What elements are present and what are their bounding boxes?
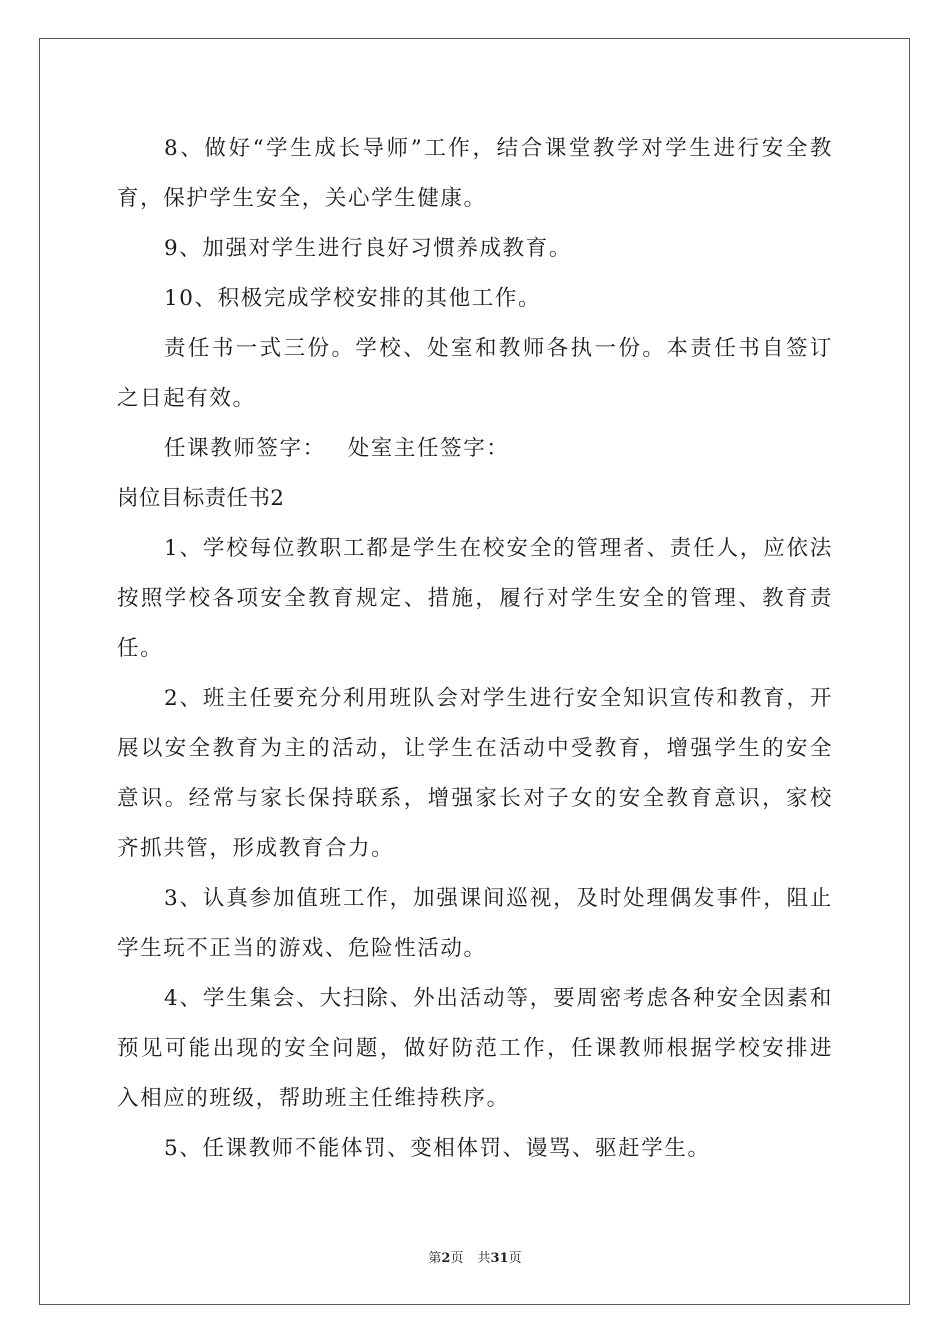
section-paragraph-4: 4、学生集会、大扫除、外出活动等，要周密考虑各种安全因素和预见可能出现的安全问题，做好防范工作，任课教师根据学校安排进入相应的班级，帮助班主任维持秩序。 [117,986,833,1111]
paragraph-item-8: 8、做好“学生成长导师”工作，结合课堂教学对学生进行安全教育，保护学生安全，关心学生健康。 [117,136,833,211]
page-footer [0,1247,950,1266]
total-suffix: 页 [508,1251,522,1266]
section-paragraph-1: 1、学校每位教职工都是学生在校安全的管理者、责任人，应依法按照学校各项安全教育规定、措施，履行对学生安全的管理、教育责任。 [117,536,833,661]
section-title: 岗位目标责任书2 [117,486,285,511]
document-body [117,124,833,1174]
director-signature-label: 处室主任签字： [347,436,510,461]
section-paragraph-3: 3、认真参加值班工作，加强课间巡视，及时处理偶发事件，阻止学生玩不正当的游戏、危险性活动。 [117,886,833,961]
paragraph-item-9: 9、加强对学生进行良好习惯养成教育。 [164,236,572,261]
section-paragraph-2: 2、班主任要充分利用班队会对学生进行安全知识宣传和教育，开展以安全教育为主的活动，让学生在活动中受教育，增强学生的安全意识。经常与家长保持联系，增强家长对子女的安全教育意识，家校齐抓共管，形成教育合力。 [117,686,833,861]
teacher-signature-label: 任课教师签字： [164,436,326,461]
total-prefix: 共 [477,1251,491,1266]
page-prefix: 第 [428,1251,442,1266]
signature-line [117,424,833,474]
total-pages: 31 [490,1251,509,1266]
section-paragraph-5: 5、任课教师不能体罚、变相体罚、谩骂、驱赶学生。 [164,1136,711,1161]
page-suffix: 页 [450,1251,464,1266]
page-number: 2 [441,1251,451,1266]
paragraph-validity: 责任书一式三份。学校、处室和教师各执一份。本责任书自签订之日起有效。 [117,336,833,411]
paragraph-item-10: 10、积极完成学校安排的其他工作。 [164,286,542,311]
